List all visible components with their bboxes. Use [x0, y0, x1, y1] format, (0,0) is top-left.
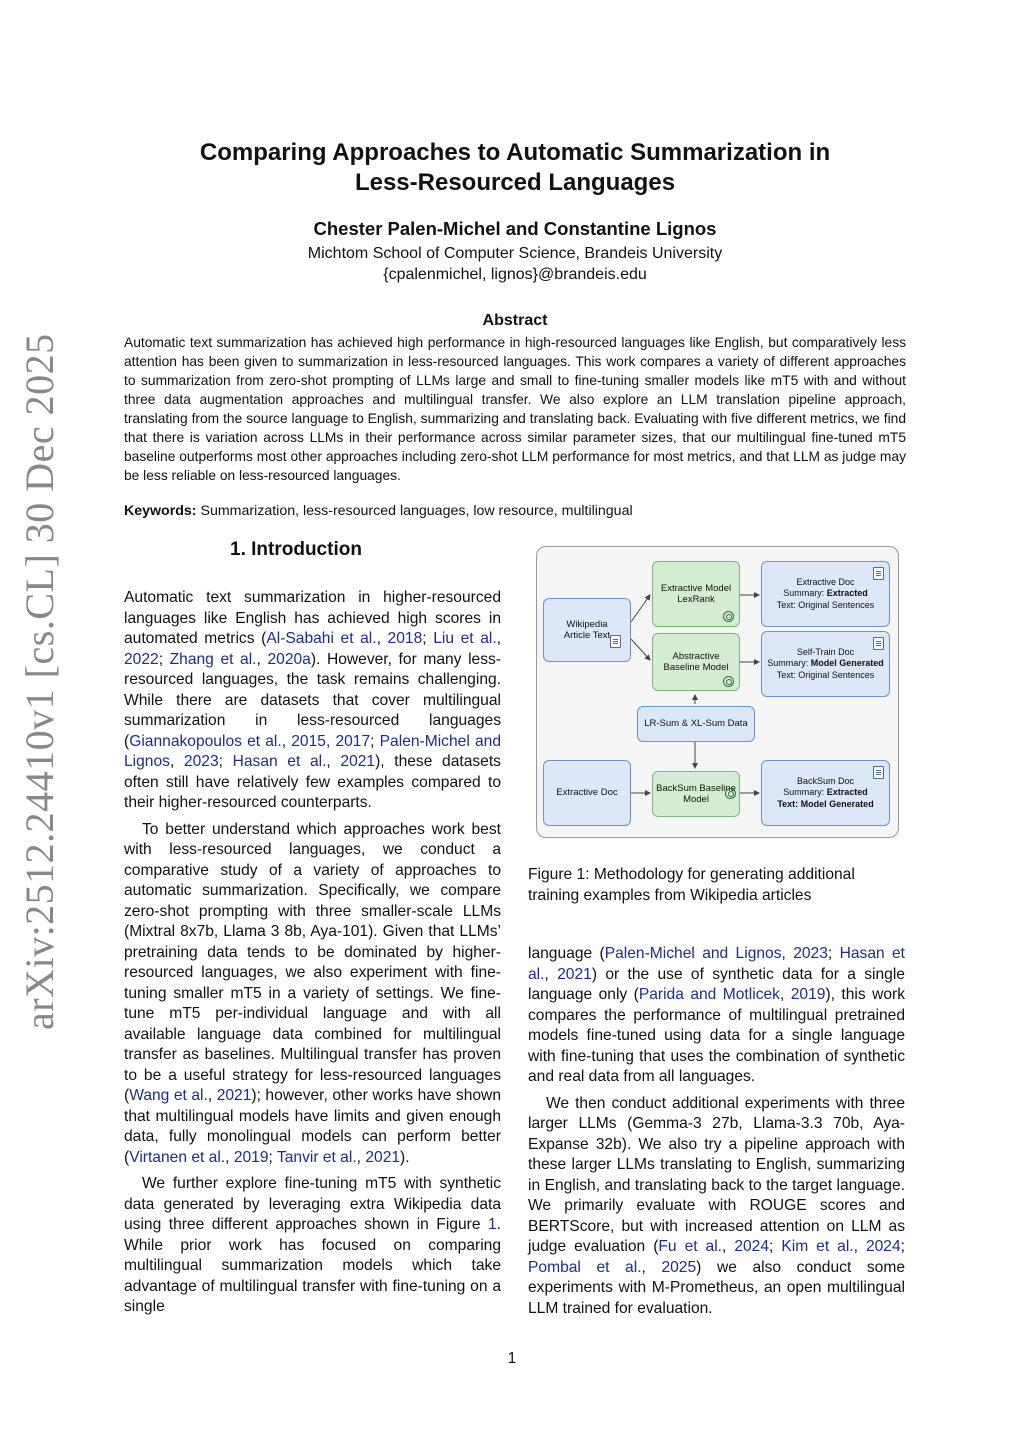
citation-link[interactable]: 2015, 2017: [291, 732, 371, 750]
title-line-2: Less-Resourced Languages: [354, 169, 676, 196]
citation-link[interactable]: 2023: [793, 945, 828, 962]
affiliation-block: [140, 243, 890, 285]
citation-link[interactable]: Palen-Michel and Lignos: [604, 945, 782, 962]
text-run: ), these datasets often still have relatively few examples compared to their higher-resourced counterparts.: [124, 753, 501, 811]
citation-link[interactable]: Fu et al.: [658, 1238, 723, 1255]
citation-link[interactable]: Virtanen et al.: [129, 1148, 226, 1166]
citation-link[interactable]: 2021: [340, 753, 376, 770]
text-run: ,: [356, 1148, 366, 1166]
figure-1-diagram: [536, 546, 899, 838]
output-self-train-doc-box: [761, 631, 890, 697]
email: {cpalenmichel, lignos}@brandeis.edu: [383, 266, 647, 283]
extractive-doc-input-label: Extractive Doc: [556, 787, 618, 799]
citation-link[interactable]: Al-Sabahi et al.: [266, 630, 377, 647]
extractive-model-sublabel: LexRank: [677, 594, 715, 605]
citation-link[interactable]: 2021: [557, 965, 592, 983]
lr-sum-data-box: [637, 706, 755, 742]
text-run: ,: [779, 986, 791, 1003]
backsum-model-label: BackSum Baseline: [656, 782, 736, 794]
text-run: ), this work compares the performance of multilingual pretrained models fine-tuned using data for a single language with fine-tuning that uses the combination of synthetic and real data from all languages.: [528, 986, 906, 1085]
keywords-value: Summarization, less-resourced languages, low resource, multilingual: [200, 503, 633, 519]
left-column: [124, 588, 501, 1318]
citation-link[interactable]: 2025: [661, 1258, 697, 1276]
affiliation: Michtom School of Computer Science, Brandeis University: [307, 245, 723, 262]
citation-link[interactable]: 2019: [790, 986, 826, 1003]
citation-link[interactable]: Kim et al.: [781, 1238, 854, 1255]
paragraph: [124, 588, 501, 814]
backsum-model-sublabel: Model: [683, 794, 709, 805]
citation-link[interactable]: Palen-Michel and Lignos: [124, 732, 501, 770]
wikipedia-article-label: Wikipedia Article Text: [563, 618, 611, 641]
text-run: ) or the use of synthetic data for a single language only (: [528, 965, 905, 1003]
text-run: ,: [376, 630, 388, 647]
text-run: Automatic text summarization in higher-resourced languages like English has achieved high scores in automated metrics (: [124, 589, 501, 647]
text-run: ,: [544, 965, 558, 983]
citation-link[interactable]: Liu et al.: [433, 630, 497, 647]
output-self-train-doc-title: Self-Train Doc: [796, 646, 855, 657]
citation-link[interactable]: Wang et al.: [129, 1087, 208, 1104]
text-run: ;: [370, 732, 380, 750]
text-run: ,: [256, 650, 268, 668]
abstractive-model-box: [652, 633, 740, 691]
paragraph: [124, 1174, 501, 1318]
title-line-1: Comparing Approaches to Automatic Summarization in: [199, 139, 831, 166]
text-run: ,: [781, 945, 794, 962]
right-column: [528, 944, 905, 1319]
text-run: To better understand which approaches work best with less-resourced languages, we conduct a comparative study of a variety of approaches to automatic summarization. Specifically, we compare zero-shot prompting with three smaller-scale LLMs (Mixtral 8x7b, Llama 3 8b, Aya-101). Given that LLMs’ pretraining data tends to be dominated by higher-resourced languages, we also experiment with fine-tuning smaller mT5 in a variety of settings. We fine-tune mT5 per-individual language and with all available language data combined for multilingual transfer as baselines. Multilingual transfer has proven to be a useful strategy for less-resourced languages (: [124, 820, 501, 1104]
lr-sum-data-label: LR-Sum & XL-Sum Data: [644, 718, 748, 730]
arxiv-watermark: arXiv:2512.24410v1 [cs.CL] 30 Dec 2025: [17, 333, 62, 1030]
text-run: ,: [281, 732, 292, 750]
text-run: ;: [900, 1238, 905, 1255]
output-text-line: Text: Original Sentences: [776, 599, 875, 610]
page-number: 1: [507, 1350, 517, 1367]
extractive-model-label: Extractive Model: [660, 582, 732, 594]
text-run: ,: [225, 1148, 234, 1166]
document-icon: [873, 766, 884, 779]
text-run: ;: [268, 1148, 277, 1166]
citation-link[interactable]: Hasan et al.: [528, 945, 906, 983]
citation-link[interactable]: 2024: [865, 1238, 901, 1255]
abstractive-model-sublabel: Baseline Model: [663, 662, 729, 673]
keywords: [124, 503, 633, 519]
citation-link[interactable]: 2021: [365, 1148, 401, 1166]
figure-1-caption: Figure 1: Methodology for generating additional training examples from Wikipedia articles: [528, 866, 855, 904]
citation-link[interactable]: 2023: [183, 753, 219, 770]
citation-link[interactable]: Parida and Motlicek: [638, 986, 780, 1003]
output-text-line: Text: Model Generated: [777, 798, 874, 809]
extractive-model-box: [652, 561, 740, 627]
backsum-model-box: [652, 771, 740, 817]
authors: Chester Palen-Michel and Constantine Lignos: [313, 218, 717, 239]
keywords-label: Keywords:: [124, 503, 197, 519]
paragraph: [528, 944, 905, 1088]
extractive-doc-input-box: [543, 760, 631, 826]
text-run: ).: [400, 1148, 410, 1166]
citation-link[interactable]: Pombal et al.: [528, 1258, 642, 1276]
output-text-line: Text: Original Sentences: [776, 669, 875, 680]
output-backsum-doc-box: [761, 760, 890, 826]
text-run: . While prior work has focused on comparing multilingual summarization models which take advantage of multilingual transfer with fine-tuning on a single: [124, 1216, 501, 1315]
text-run: ). However, for many less-resourced languages, the task remains challenging. While there are datasets that cover multilingual summarization in less-resourced languages (: [124, 650, 502, 750]
citation-link[interactable]: Giannakopoulos et al.: [129, 732, 282, 750]
text-run: ;: [827, 945, 840, 962]
citation-link[interactable]: 2020a: [267, 650, 311, 668]
text-run: ;: [422, 630, 434, 647]
text-run: ); however, other works have shown that multilingual models have limits and given enough data, fully monolingual models can perform better (: [124, 1087, 501, 1166]
output-extractive-doc-box: [761, 561, 890, 627]
text-run: ) we also conduct some experiments with M-Prometheus, an open multilingual LLM trained for evaluation.: [528, 1258, 905, 1317]
citation-link[interactable]: 1: [487, 1216, 497, 1233]
document-icon: [873, 637, 884, 650]
output-summary-line: Summary: Extracted: [783, 787, 868, 798]
citation-link[interactable]: Hasan et al.: [232, 753, 327, 770]
text-run: ,: [722, 1238, 735, 1255]
text-run: ,: [207, 1087, 217, 1104]
output-summary-line: Summary: Model Generated: [767, 658, 884, 669]
abstract-text: Automatic text summarization has achieved high performance in high-resourced languages like English, but comparatively less attention has been given to summarization in less-resourced languages. This work compares a variety of different approaches to summarization from zero-shot prompting of LLMs large and small to fine-tuning smaller models like mT5 with and without three data augmentation approaches and multilingual transfer. We also explore an LLM translation pipeline approach, translating from the source language to English, summarizing and translating back. Evaluating with five different metrics, we find that there is variation across LLMs in their performance across similar parameter sizes, that our multilingual fine-tuned mT5 baseline outperforms most other approaches including zero-shot LLM performance for most metrics, and that LLM as judge may be less reliable on less-resourced languages.: [124, 335, 906, 483]
paragraph: [528, 1094, 905, 1320]
document-icon: [610, 635, 621, 648]
document-icon: [873, 567, 884, 580]
openai-icon: [725, 788, 736, 799]
citation-link[interactable]: 2018: [387, 630, 423, 647]
abstractive-model-label: Abstractive: [672, 650, 720, 662]
output-summary-line: Summary: Extracted: [783, 588, 868, 599]
text-run: We further explore fine-tuning mT5 with synthetic data generated by leveraging extra Wikipedia data using three different approaches shown in Figure: [124, 1175, 501, 1233]
text-run: ,: [496, 630, 502, 647]
citation-link[interactable]: 2024: [734, 1238, 770, 1255]
text-run: language (: [528, 945, 605, 962]
text-run: We then conduct additional experiments with three larger LLMs (Gemma-3 27b, Llama-3.3 70b, Aya-Expanse 32b). We also try a pipeline approach with these larger LLMs translating to English, summarizing in English, and translating back to the target language. We primarily evaluate with ROUGE scores and BERTScore, but with increased attention on LLM as judge evaluation (: [528, 1094, 905, 1255]
citation-link[interactable]: Zhang et al.: [169, 650, 257, 668]
abstract-heading: Abstract: [482, 312, 548, 329]
paper-title: [140, 138, 890, 198]
text-run: ,: [641, 1258, 662, 1276]
output-backsum-doc-title: BackSum Doc: [796, 775, 855, 786]
text-run: ;: [769, 1238, 782, 1255]
openai-icon: [723, 611, 734, 622]
text-run: ,: [853, 1238, 866, 1255]
section-heading-introduction: 1. Introduction: [230, 539, 362, 560]
output-extractive-doc-title: Extractive Doc: [796, 576, 855, 587]
paragraph: [124, 820, 501, 1169]
citation-link[interactable]: 2021: [216, 1087, 252, 1104]
text-run: ,: [169, 753, 184, 770]
wikipedia-article-box: [543, 598, 631, 662]
text-run: ;: [158, 650, 170, 668]
text-run: ,: [326, 753, 341, 770]
citation-link[interactable]: 2022: [124, 650, 159, 668]
openai-icon: [723, 676, 734, 687]
text-run: ;: [218, 753, 233, 770]
citation-link[interactable]: Tanvir et al.: [276, 1148, 357, 1166]
citation-link[interactable]: 2019: [233, 1148, 269, 1166]
